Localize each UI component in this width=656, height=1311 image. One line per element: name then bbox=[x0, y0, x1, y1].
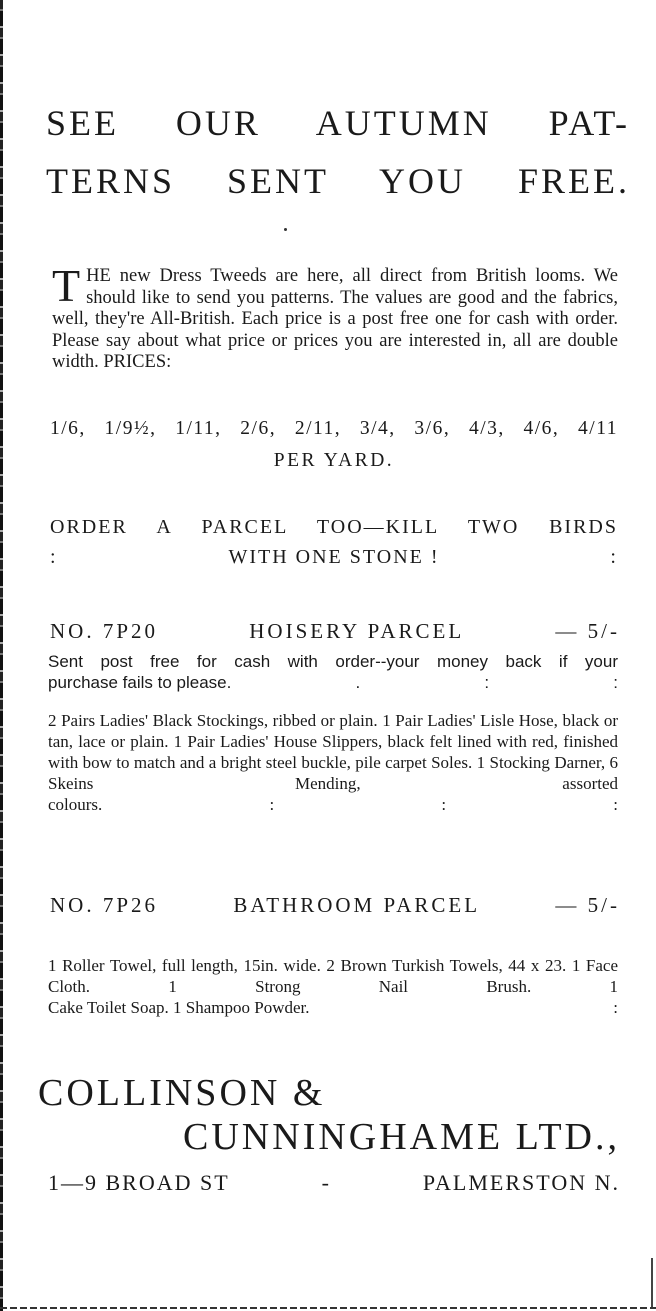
price-list: 1/6, 1/9½, 1/11, 2/6, 2/11, 3/4, 3/6, 4/3, 4/6, 4/11 bbox=[50, 418, 618, 439]
divider-dot bbox=[284, 228, 287, 231]
slogan-colon-right: : bbox=[610, 546, 618, 568]
scan-edge-bottom bbox=[0, 1307, 656, 1309]
parcel-2-items-last-row bbox=[48, 997, 618, 1018]
parcel-1-items-text: 2 Pairs Ladies' Black Stockings, ribbed or plain. 1 Pair Ladies' Lisle Hose, black or tan, lace or plain. 1 Pair Ladies' House Slippers, black felt lined with red, finished with bow to match and a bright steel buckle, pile carpet Soles. 1 Stocking Darner, 6 Skeins Mending, assorted bbox=[48, 711, 618, 793]
parcel-1-number: NO. 7P20 bbox=[50, 619, 159, 643]
address-town: PALMERSTON N. bbox=[422, 1170, 620, 1195]
price-unit: PER YARD. bbox=[273, 450, 395, 471]
slogan-text-2: WITH ONE STONE ! bbox=[228, 546, 440, 568]
parcel-1-items-last-row bbox=[48, 794, 618, 815]
terms-line-1: Sent post free for cash with order--your money back if your bbox=[48, 652, 618, 671]
parcel-1-items-last: colours. bbox=[48, 795, 103, 814]
parcel-1-name: HOISERY PARCEL bbox=[249, 619, 465, 643]
parcel-1-price: — 5/- bbox=[555, 619, 620, 643]
scan-edge-left bbox=[0, 0, 3, 1311]
parcel-2-items-text: 1 Roller Towel, full length, 15in. wide. 2 Brown Turkish Towels, 44 x 23. 1 Face Cloth. 1 Strong Nail Brush. 1 bbox=[48, 956, 618, 996]
parcel-2-title bbox=[50, 891, 620, 919]
slogan-line-1 bbox=[50, 512, 618, 542]
address bbox=[48, 1168, 620, 1198]
parcel-2-items-mark: : bbox=[613, 998, 618, 1017]
headline-line-2: TERNS SENT YOU FREE. bbox=[46, 161, 630, 201]
slogan bbox=[50, 512, 618, 572]
terms-mark-1: . bbox=[355, 673, 361, 692]
terms-mark-2: : bbox=[484, 673, 490, 692]
headline-line-1: SEE OUR AUTUMN PAT- bbox=[46, 103, 630, 143]
parcel-2-name: BATHROOM PARCEL bbox=[233, 893, 481, 917]
parcel-1-items-mark-1: : bbox=[269, 795, 275, 814]
slogan-colon-left: : bbox=[50, 546, 58, 568]
company-name-line-1: COLLINSON & bbox=[38, 1072, 326, 1114]
parcel-1-terms bbox=[48, 651, 618, 693]
parcel-1-items bbox=[48, 710, 618, 815]
drop-cap: T bbox=[52, 260, 81, 311]
terms-line-2-row bbox=[48, 672, 618, 693]
company-name-line-2: CUNNINGHAME LTD., bbox=[183, 1116, 620, 1158]
slogan-text-1: ORDER A PARCEL TOO—KILL TWO BIRDS bbox=[50, 516, 618, 538]
parcel-2-number: NO. 7P26 bbox=[50, 893, 159, 917]
terms-line-2: purchase fails to please. bbox=[48, 673, 232, 692]
slogan-line-2 bbox=[50, 542, 618, 572]
terms-mark-3: : bbox=[613, 673, 618, 692]
intro-text: HE new Dress Tweeds are here, all direct from British looms. We should like to send you patterns. The values are good and the fabrics, well, they're All-British. Each price is a post free one for cash with order. Please say about what price or prices you are interested in, all are double width. PRICES: bbox=[52, 266, 618, 372]
parcel-2-price: — 5/- bbox=[555, 893, 620, 917]
parcel-2-items-last: Cake Toilet Soap. 1 Shampoo Powder. bbox=[48, 998, 310, 1017]
parcel-1-items-mark-3: : bbox=[613, 795, 618, 814]
scan-edge-right bbox=[651, 1258, 653, 1308]
intro-paragraph bbox=[52, 260, 618, 374]
parcel-1-title bbox=[50, 617, 620, 645]
address-street: 1—9 BROAD ST bbox=[48, 1170, 230, 1195]
address-separator: - bbox=[321, 1170, 331, 1195]
headline bbox=[46, 94, 630, 210]
parcel-1-items-mark-2: : bbox=[441, 795, 447, 814]
parcel-2-items bbox=[48, 955, 618, 1018]
